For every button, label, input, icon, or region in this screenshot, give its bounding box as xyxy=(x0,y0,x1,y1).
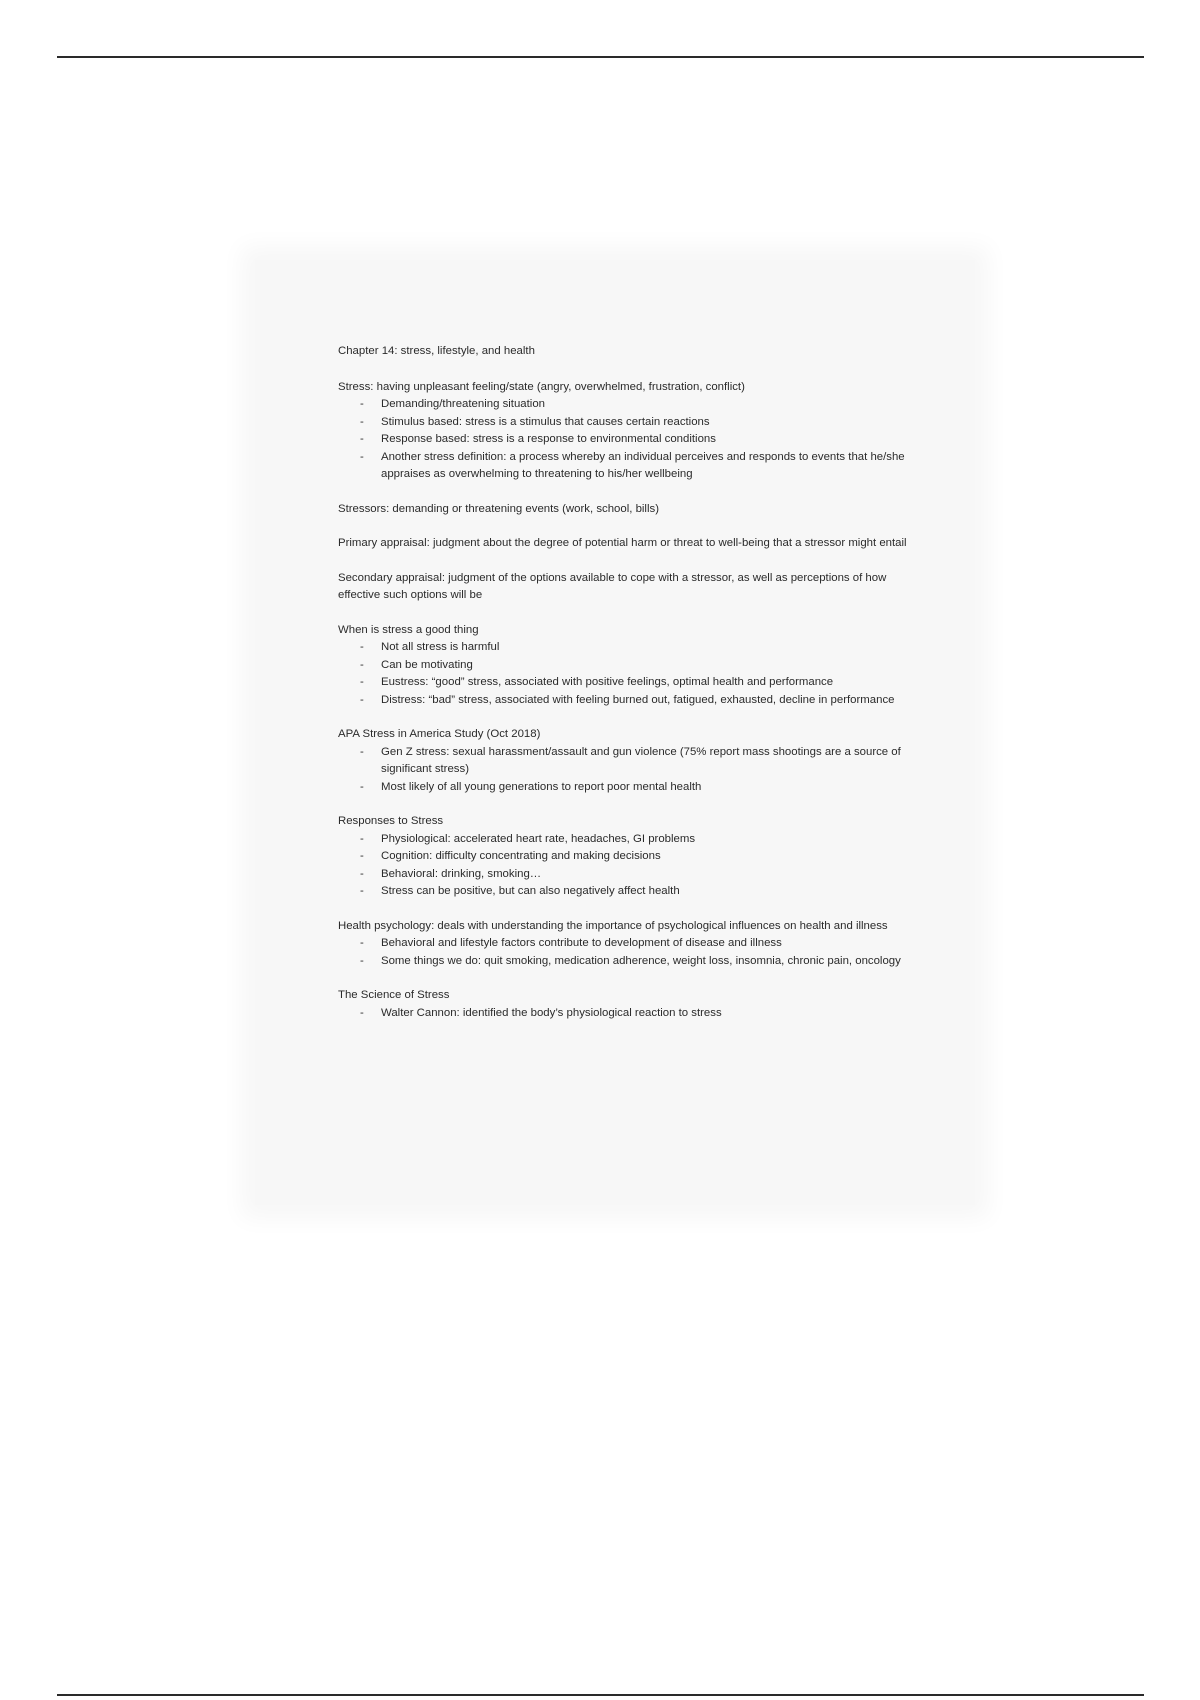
section xyxy=(338,501,918,519)
bullet-item: - Stress can be positive, but can also negatively affect health xyxy=(338,883,918,901)
section-heading: The Science of Stress xyxy=(338,989,450,1001)
bullet-item: - Behavioral: drinking, smoking… xyxy=(338,866,918,884)
section xyxy=(338,379,918,484)
section-heading: Primary appraisal: judgment about the degree of potential harm or threat to well-being that a stressor might entail xyxy=(338,537,907,549)
bullet-item: - Physiological: accelerated heart rate, headaches, GI problems xyxy=(338,831,918,849)
section xyxy=(338,622,918,710)
bullet-item: - Demanding/threatening situation xyxy=(338,396,918,414)
bullet-item: - Another stress definition: a process whereby an individual perceives and responds to events that he/she appraises as overwhelming to threatening to his/her wellbeing xyxy=(338,449,918,484)
section xyxy=(338,535,918,553)
section-heading: Secondary appraisal: judgment of the options available to cope with a stressor, as well as perceptions of how effective such options will be xyxy=(338,571,887,601)
top-rule xyxy=(57,56,1144,58)
section xyxy=(338,570,918,605)
bullet-list xyxy=(338,1005,918,1023)
bullet-item: - Can be motivating xyxy=(338,657,918,675)
section-heading: Stress: having unpleasant feeling/state (angry, overwhelmed, frustration, conflict) xyxy=(338,380,745,393)
bullet-item: - Gen Z stress: sexual harassment/assault and gun violence (75% report mass shootings are a source of significant stress) xyxy=(338,744,918,779)
sections-container xyxy=(338,379,918,1023)
section-heading: Responses to Stress xyxy=(338,815,444,827)
bullet-item: - Distress: “bad” stress, associated with feeling burned out, fatigued, exhausted, decline in performance xyxy=(338,692,918,710)
bullet-list xyxy=(338,396,918,484)
section-heading: Health psychology: deals with understanding the importance of psychological influences on health and illness xyxy=(338,919,888,932)
bullet-item: - Eustress: “good” stress, associated with positive feelings, optimal health and performance xyxy=(338,674,918,692)
section-heading: When is stress a good thing xyxy=(338,623,479,636)
bullet-list xyxy=(338,639,918,709)
section xyxy=(338,813,918,901)
section-heading: Stressors: demanding or threatening events (work, school, bills) xyxy=(338,502,659,515)
section xyxy=(338,918,918,971)
section xyxy=(338,987,918,1022)
document-content xyxy=(338,343,918,1039)
bullet-item: - Behavioral and lifestyle factors contribute to development of disease and illness xyxy=(338,935,918,953)
bullet-item: - Response based: stress is a response to environmental conditions xyxy=(338,431,918,449)
bullet-item: - Walter Cannon: identified the body’s physiological reaction to stress xyxy=(338,1005,918,1023)
bullet-item: - Stimulus based: stress is a stimulus that causes certain reactions xyxy=(338,414,918,432)
bullet-item: - Cognition: difficulty concentrating and making decisions xyxy=(338,848,918,866)
bullet-list xyxy=(338,744,918,797)
section-heading: APA Stress in America Study (Oct 2018) xyxy=(338,728,541,740)
bullet-item: - Most likely of all young generations to report poor mental health xyxy=(338,779,918,797)
document-title: Chapter 14: stress, lifestyle, and health xyxy=(338,345,535,357)
bottom-rule xyxy=(57,1694,1144,1696)
bullet-list xyxy=(338,831,918,901)
bullet-item: - Some things we do: quit smoking, medication adherence, weight loss, insomnia, chronic pain, oncology xyxy=(338,953,918,971)
bullet-list xyxy=(338,935,918,970)
bullet-item: - Not all stress is harmful xyxy=(338,639,918,657)
section xyxy=(338,726,918,796)
